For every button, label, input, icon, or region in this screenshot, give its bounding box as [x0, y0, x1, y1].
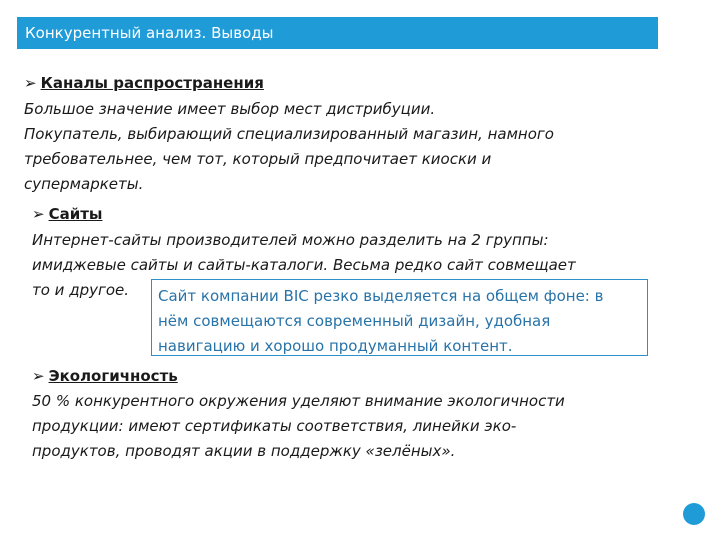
- section-text-sites: Интернет-сайты производителей можно разделить на 2 группы: имиджевые сайты и сайты-каталоги. Весьма редко сайт совмещает то и другое.: [32, 231, 576, 299]
- section-heading-channels: [24, 74, 264, 92]
- section-heading-sites: [32, 205, 102, 223]
- section-heading-label: Сайты: [48, 205, 103, 223]
- arrow-right-icon: ➢: [32, 205, 45, 223]
- arrow-right-icon: ➢: [32, 367, 45, 385]
- slide-title: Конкурентный анализ. Выводы: [17, 17, 658, 49]
- bic-callout-box: Сайт компании BIC резко выделяется на общем фоне: в нём совмещаются современный дизайн, удобная навигацию и хорошо продуманный контент.: [151, 279, 648, 356]
- decorative-dot-icon: [683, 503, 705, 525]
- section-heading-ecology: [32, 367, 178, 385]
- section-text-ecology: 50 % конкурентного окружения уделяют внимание экологичности продукции: имеют сертификаты соответствия, линейки эко- продуктов, проводят акции в поддержку «зелёных».: [32, 392, 565, 460]
- section-heading-label: Экологичность: [48, 367, 178, 385]
- section-text-channels: Большое значение имеет выбор мест дистрибуции. Покупатель, выбирающий специализированный магазин, намного требовательнее, чем тот, который предпочитает киоски и супермаркеты.: [24, 100, 554, 193]
- arrow-right-icon: ➢: [24, 74, 37, 92]
- section-heading-label: Каналы распространения: [40, 74, 264, 92]
